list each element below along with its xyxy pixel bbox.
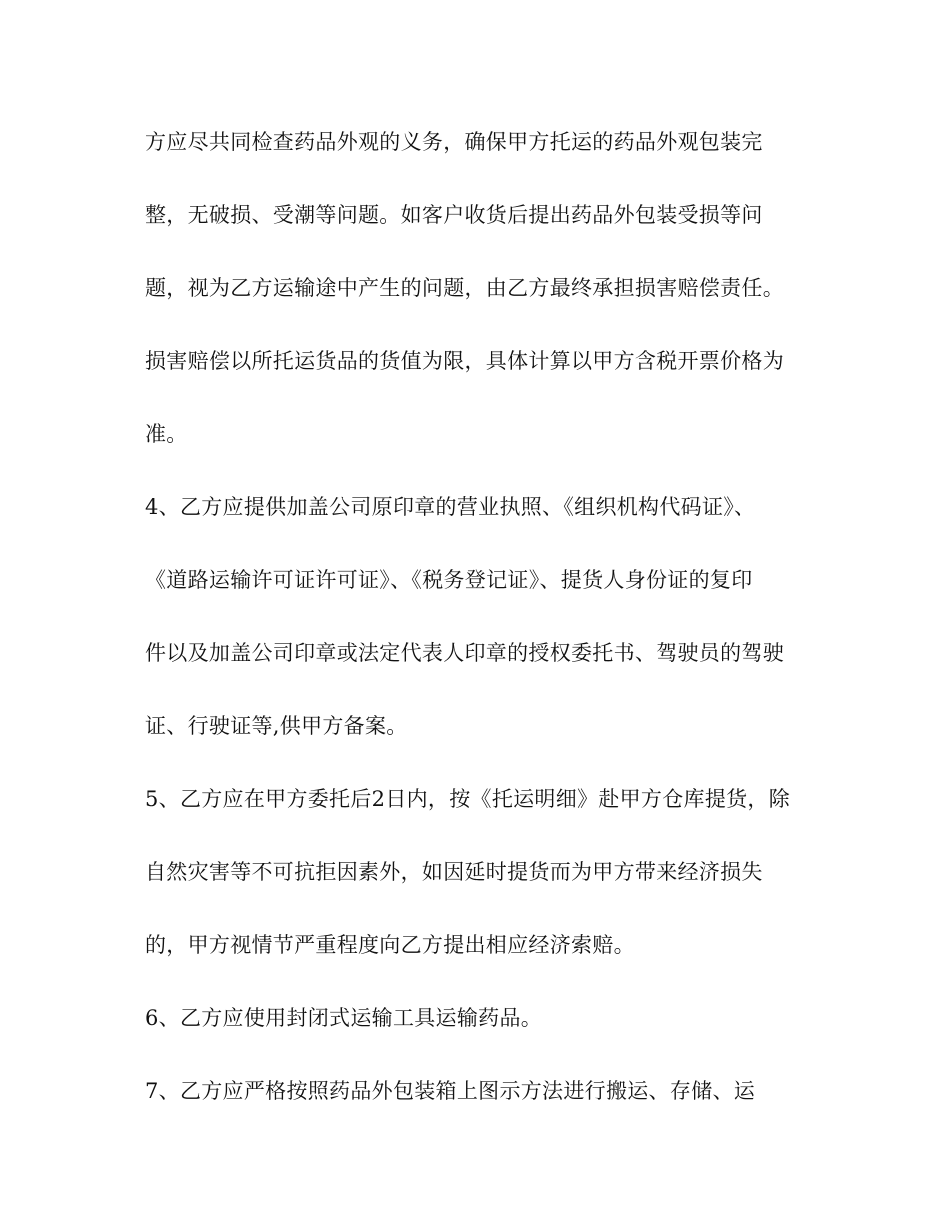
text-line: 题，视为乙方运输途中产生的问题，由乙方最终承担损害赔偿责任。 bbox=[145, 276, 784, 300]
text-line: 的，甲方视情节严重程度向乙方提出相应经济索赔。 bbox=[145, 933, 635, 957]
text-line: 7、乙方应严格按照药品外包装箱上图示方法进行搬运、存储、运 bbox=[145, 1079, 756, 1103]
text-line: 整，无破损、受潮等问题。如客户收货后提出药品外包装受损等问 bbox=[145, 203, 763, 227]
text-line: 5、乙方应在甲方委托后2日内，按《托运明细》赴甲方仓库提货，除 bbox=[145, 787, 791, 811]
text-line: 证、行驶证等,供甲方备案。 bbox=[145, 714, 408, 738]
text-line: 《道路运输许可证许可证》、《税务登记证》、提货人身份证的复印 bbox=[145, 568, 753, 592]
text-line: 自然灾害等不可抗拒因素外，如因延时提货而为甲方带来经济损失 bbox=[145, 860, 763, 884]
text-line: 件以及加盖公司印章或法定代表人印章的授权委托书、驾驶员的驾驶 bbox=[145, 641, 784, 665]
text-line: 4、乙方应提供加盖公司原印章的营业执照、《组织机构代码证》、 bbox=[145, 495, 756, 519]
text-line: 方应尽共同检查药品外观的义务，确保甲方托运的药品外观包装完 bbox=[145, 130, 763, 154]
text-line: 损害赔偿以所托运货品的货值为限，具体计算以甲方含税开票价格为 bbox=[145, 349, 784, 373]
text-line: 6、乙方应使用封闭式运输工具运输药品。 bbox=[145, 1006, 543, 1030]
text-line: 准。 bbox=[145, 422, 188, 446]
